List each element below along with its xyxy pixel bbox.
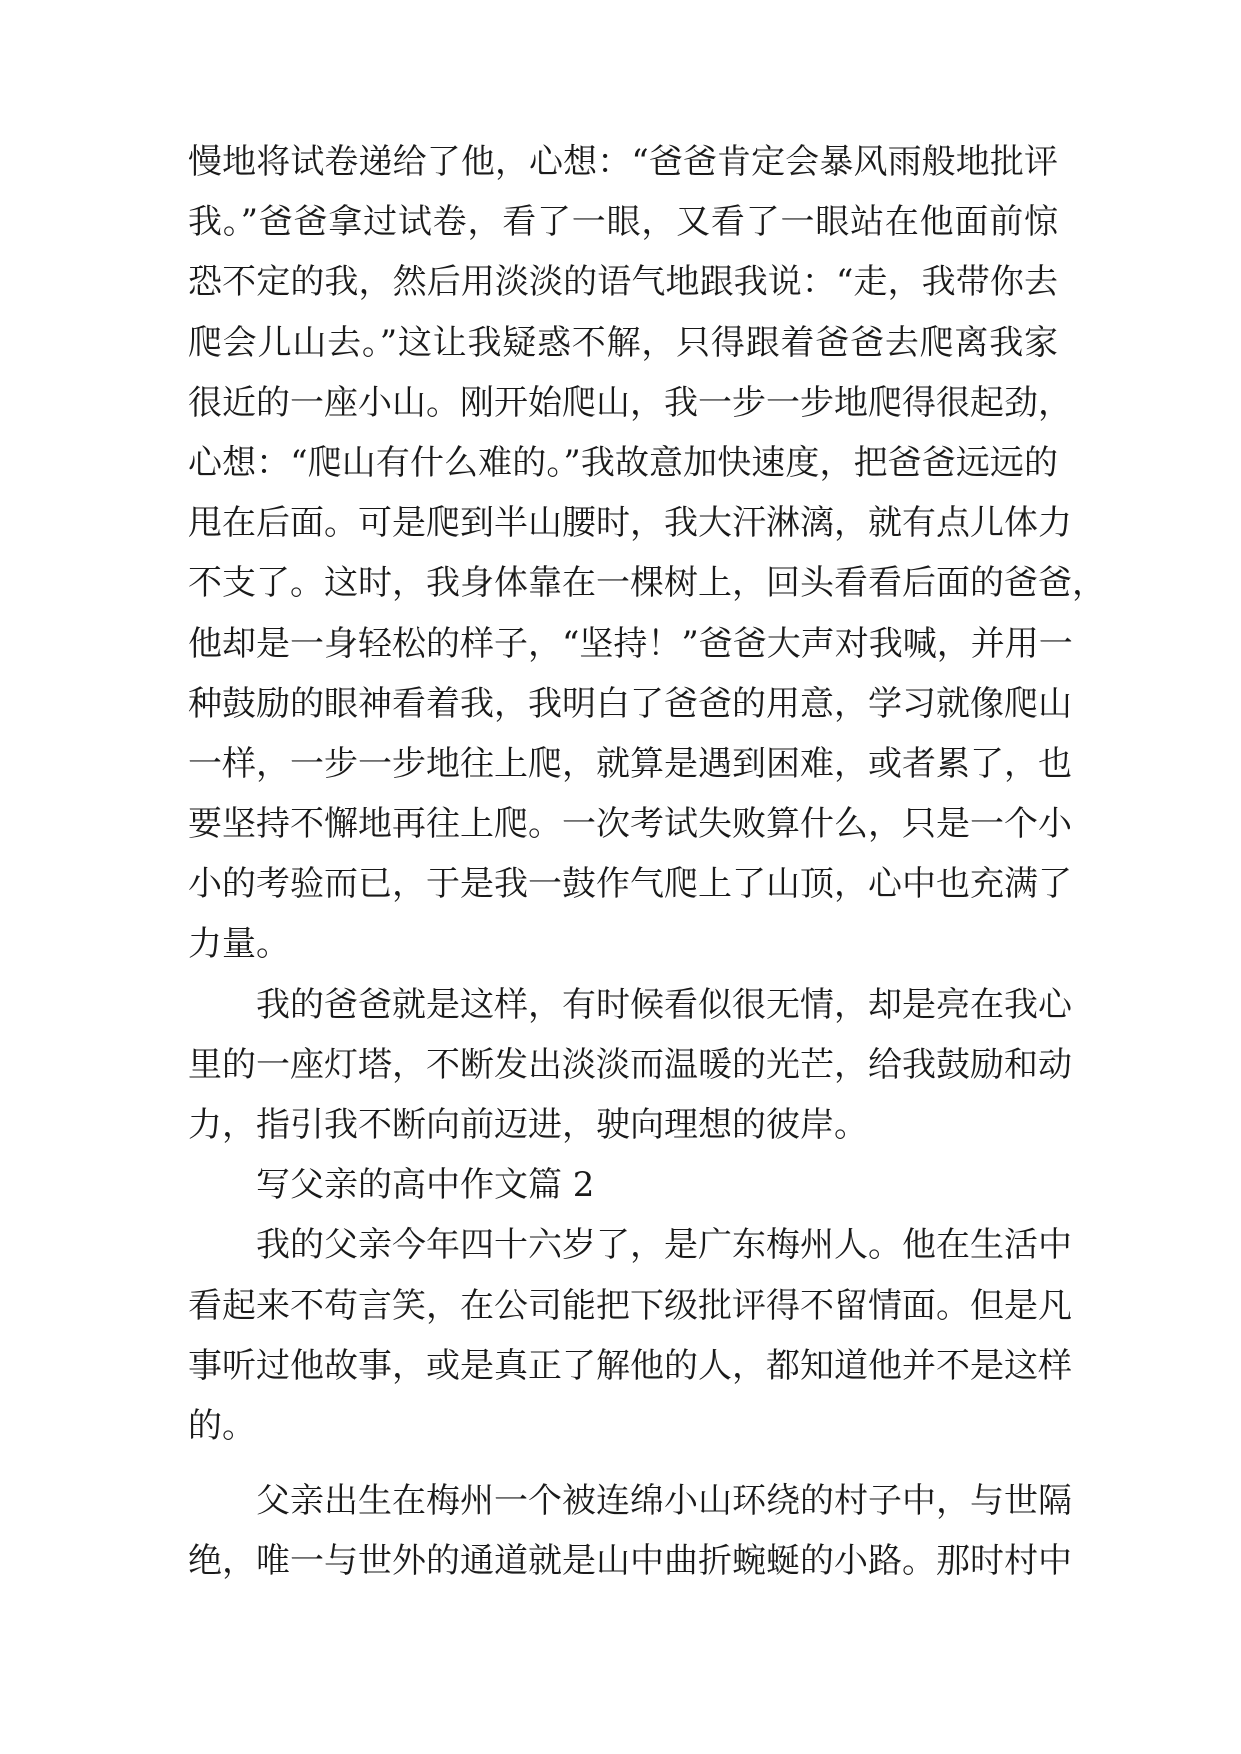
- text-line: 小的考验而已，于是我一鼓作气爬上了山顶，心中也充满了: [188, 864, 1072, 905]
- text-line: 事听过他故事，或是真正了解他的人，都知道他并不是这样: [188, 1345, 1072, 1386]
- text-line: 的。: [188, 1405, 256, 1446]
- paragraph-gap: [188, 1456, 1058, 1471]
- text-line: 一样，一步一步地往上爬，就算是遇到困难，或者累了，也: [188, 743, 1072, 784]
- text-line: 力量。: [188, 924, 290, 965]
- text-line: 甩在后面。可是爬到半山腰时，我大汗淋漓，就有点儿体力: [188, 503, 1072, 544]
- section-heading: 写父亲的高中作文篇 2: [256, 1165, 595, 1206]
- text-line: 绝，唯一与世外的通道就是山中曲折蜿蜒的小路。那时村中: [188, 1541, 1072, 1582]
- text-line: 我。”爸爸拿过试卷，看了一眼，又看了一眼站在他面前惊: [188, 202, 1058, 243]
- paragraph-start-line: 父亲出生在梅州一个被连绵小山环绕的村子中，与世隔: [256, 1481, 1072, 1522]
- text-line: 爬会儿山去。”这让我疑惑不解，只得跟着爸爸去爬离我家: [188, 322, 1058, 363]
- text-line: 要坚持不懈地再往上爬。一次考试失败算什么，只是一个小: [188, 804, 1072, 845]
- paragraph-start-line: 我的爸爸就是这样，有时候看似很无情，却是亮在我心: [256, 984, 1072, 1025]
- text-line: 心想：“爬山有什么难的。”我故意加快速度，把爸爸远远的: [188, 442, 1058, 483]
- text-line: 不支了。这时，我身体靠在一棵树上，回头看看后面的爸爸，: [188, 563, 1106, 604]
- text-line: 他却是一身轻松的样子，“坚持！”爸爸大声对我喊，并用一: [188, 623, 1073, 664]
- text-line: 恐不定的我，然后用淡淡的语气地跟我说：“走，我带你去: [188, 262, 1058, 303]
- text-line: 很近的一座小山。刚开始爬山，我一步一步地爬得很起劲，: [188, 382, 1072, 423]
- text-line: 种鼓励的眼神看着我，我明白了爸爸的用意，学习就像爬山: [188, 683, 1072, 724]
- article-body: [188, 132, 1106, 1592]
- paragraph-start-line: 我的父亲今年四十六岁了，是广东梅州人。他在生活中: [256, 1225, 1072, 1266]
- text-line: 慢地将试卷递给了他，心想：“爸爸肯定会暴风雨般地批评: [188, 142, 1058, 182]
- text-line: 里的一座灯塔，不断发出淡淡而温暖的光芒，给我鼓励和动: [188, 1044, 1072, 1085]
- text-line: 力，指引我不断向前迈进，驶向理想的彼岸。: [188, 1105, 868, 1145]
- text-line: 看起来不苟言笑，在公司能把下级批评得不留情面。但是凡: [188, 1285, 1072, 1326]
